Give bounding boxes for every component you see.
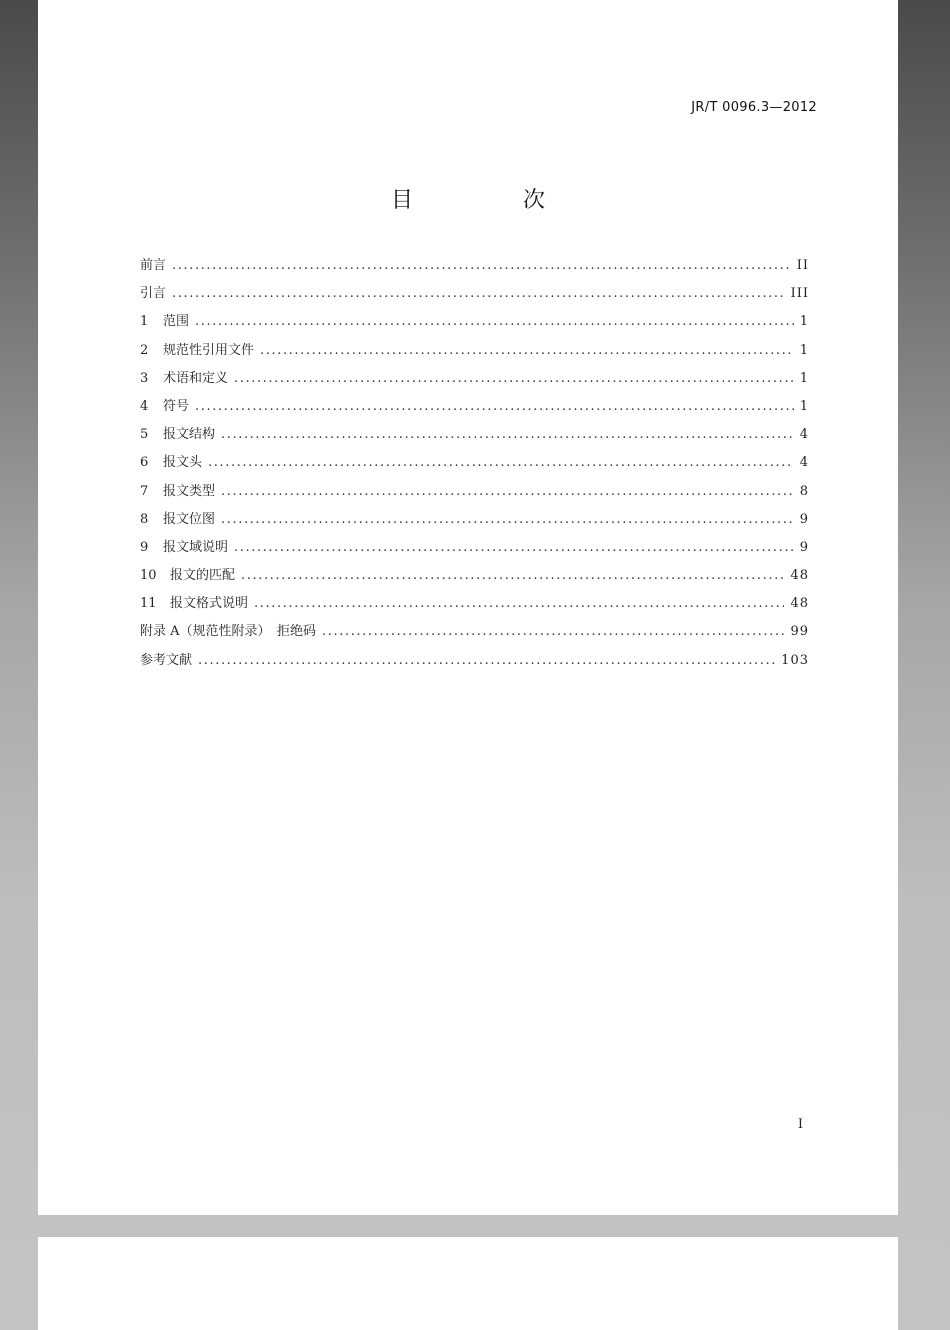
toc-entry-field-description[interactable] [140, 536, 809, 564]
page-number: I [797, 1117, 803, 1132]
toc-leader [221, 484, 794, 499]
toc-entry-number: 5 [140, 427, 149, 443]
toc-entry-title: 引言 [140, 286, 167, 302]
toc-entry-page: 103 [781, 652, 809, 668]
toc-entry-number: 9 [140, 539, 149, 555]
toc-entry-terms-definitions[interactable] [140, 367, 809, 395]
toc-entry-page: II [796, 258, 809, 273]
toc-entry-title: 参考文献 [140, 652, 193, 668]
toc-entry-page: III [790, 286, 809, 302]
document-page [38, 0, 898, 1215]
toc-entry-number: 7 [140, 483, 149, 499]
toc-entry-title: 前言 [140, 258, 167, 273]
toc-entry-title: 报文结构 [163, 427, 216, 443]
toc-entry-page: 1 [799, 398, 809, 414]
table-of-contents [140, 254, 809, 677]
toc-entry-message-type[interactable] [140, 480, 809, 508]
toc-leader [260, 343, 794, 358]
toc-leader [195, 314, 794, 329]
toc-entry-title: 范围 [163, 314, 190, 330]
toc-entry-bibliography[interactable] [140, 649, 809, 677]
toc-entry-page: 1 [799, 342, 809, 358]
toc-leader [254, 596, 784, 611]
toc-entry-number: 2 [140, 342, 149, 358]
toc-entry-scope[interactable] [140, 310, 809, 338]
toc-entry-page: 4 [799, 455, 809, 471]
toc-entry-title: 报文头 [163, 455, 203, 471]
toc-entry-message-header[interactable] [140, 451, 809, 479]
toc-leader [195, 399, 794, 414]
toc-entry-title: 术语和定义 [163, 370, 229, 386]
toc-entry-title: 规范性引用文件 [163, 342, 255, 358]
toc-entry-title: 符号 [163, 398, 190, 414]
toc-entry-message-bitmap[interactable] [140, 508, 809, 536]
toc-entry-page: 9 [799, 539, 809, 555]
toc-entry-title: 报文格式说明 [170, 596, 249, 612]
document-code: JR/T 0096.3—2012 [691, 100, 817, 115]
toc-entry-page: 99 [790, 624, 809, 640]
toc-entry-number: 11 [140, 596, 157, 612]
toc-entry-page: 8 [799, 483, 809, 499]
toc-entry-number: 10 [140, 568, 157, 584]
toc-leader [198, 653, 775, 668]
toc-entry-number: 4 [140, 398, 149, 414]
toc-entry-title: 报文位图 [163, 511, 216, 527]
toc-title: 目 次 [390, 188, 589, 213]
toc-entry-number: 6 [140, 455, 149, 471]
toc-entry-page: 1 [799, 314, 809, 330]
toc-leader [172, 286, 785, 301]
toc-leader [221, 512, 794, 527]
toc-leader [234, 540, 794, 555]
toc-leader [208, 455, 794, 470]
next-document-page [38, 1237, 898, 1330]
toc-leader [221, 427, 794, 442]
toc-entry-message-format[interactable] [140, 592, 809, 620]
toc-leader [172, 258, 791, 273]
toc-leader [322, 624, 784, 639]
toc-entry-title: 报文域说明 [163, 539, 229, 555]
toc-entry-foreword[interactable] [140, 254, 809, 282]
toc-entry-title: 报文的匹配 [170, 568, 236, 584]
toc-entry-number: 3 [140, 370, 149, 386]
toc-entry-page: 9 [799, 511, 809, 527]
toc-entry-number: 8 [140, 511, 149, 527]
toc-entry-appendix-a[interactable] [140, 620, 809, 648]
toc-entry-introduction[interactable] [140, 282, 809, 310]
toc-entry-message-structure[interactable] [140, 423, 809, 451]
toc-entry-message-matching[interactable] [140, 564, 809, 592]
toc-entry-normative-references[interactable] [140, 339, 809, 367]
toc-entry-page: 48 [790, 568, 809, 584]
toc-entry-symbols[interactable] [140, 395, 809, 423]
toc-leader [241, 568, 784, 583]
toc-entry-page: 1 [799, 370, 809, 386]
toc-entry-title: 附录 A（规范性附录） 拒绝码 [140, 624, 317, 640]
toc-entry-page: 48 [790, 596, 809, 612]
toc-entry-number: 1 [140, 314, 149, 330]
toc-entry-title: 报文类型 [163, 483, 216, 499]
toc-entry-page: 4 [799, 427, 809, 443]
toc-leader [234, 371, 794, 386]
